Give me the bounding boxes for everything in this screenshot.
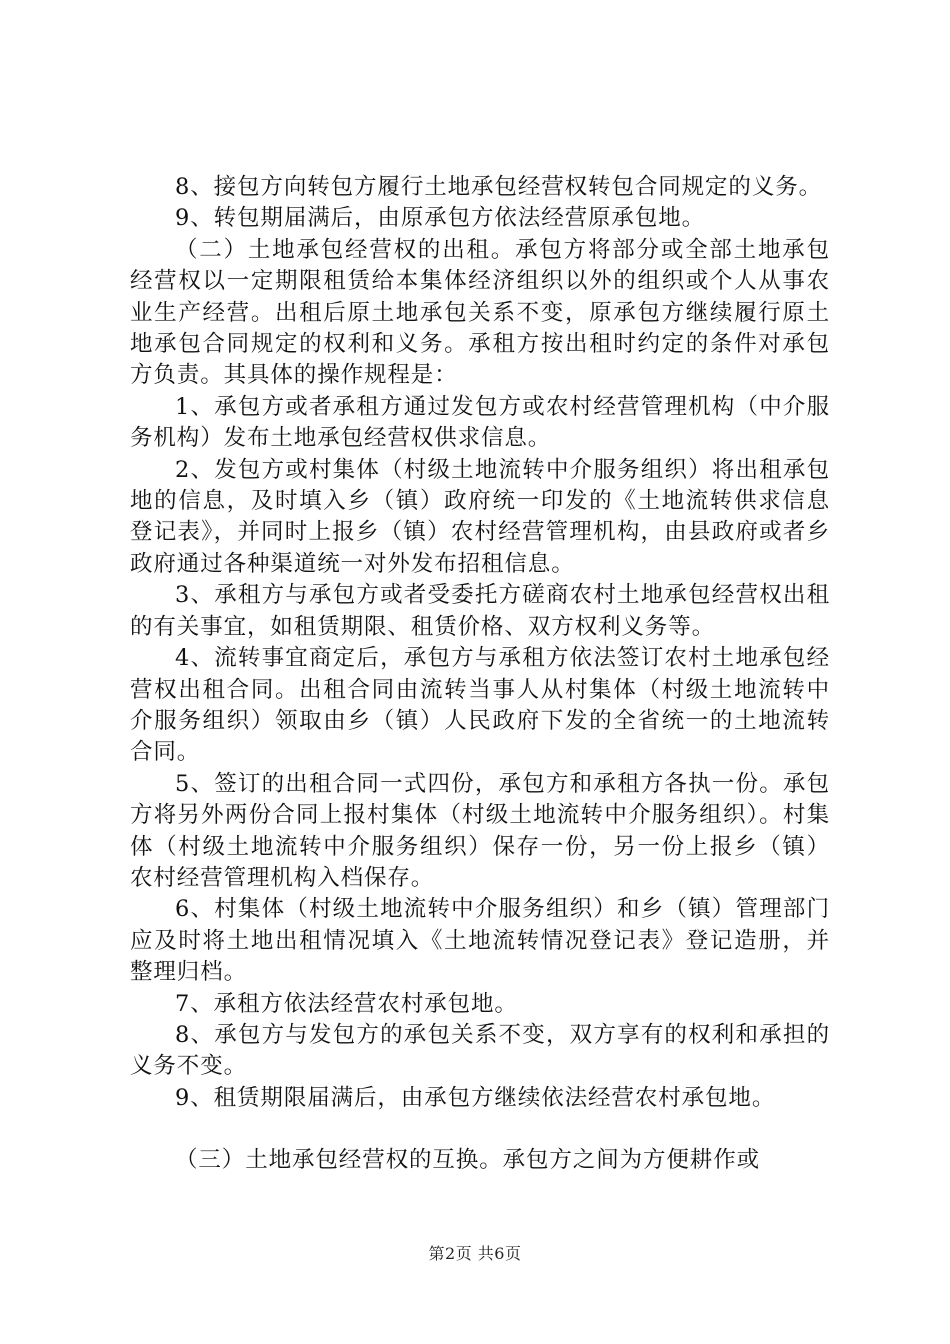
- paragraph-lease-step-4: 4、流转事宜商定后，承包方与承租方依法签订农村土地承包经营权出租合同。出租合同由流转当事人从村集体（村级土地流转中介服务组织）领取由乡（镇）人民政府下发的全省统一的土地流转合同。: [130, 645, 830, 766]
- paragraph-section-2-leasing: （二）土地承包经营权的出租。承包方将部分或全部土地承包经营权以一定期限租赁给本集体经济组织以外的组织或个人从事农业生产经营。出租后原土地承包关系不变，原承包方继续履行原土地承包合同规定的权利和义务。承租方按出租时约定的条件对承包方负责。其具体的操作规程是：: [130, 236, 830, 389]
- paragraph-lease-step-5: 5、签订的出租合同一式四份，承包方和承租方各执一份。承包方将另外两份合同上报村集体（村级土地流转中介服务组织）。村集体（村级土地流转中介服务组织）保存一份，另一份上报乡（镇）农村经营管理机构入档保存。: [130, 770, 830, 891]
- document-body: [130, 172, 830, 1177]
- paragraph-lease-step-1: 1、承包方或者承租方通过发包方或农村经营管理机构（中介服务机构）发布土地承包经营权供求信息。: [130, 393, 830, 452]
- paragraph-section-3-exchange: （三）土地承包经营权的互换。承包方之间为方便耕作或: [175, 1147, 761, 1174]
- page-number-footer: 第2页 共6页: [428, 1244, 522, 1263]
- paragraph-item-8-sublease-obligation: 8、接包方向转包方履行土地承包经营权转包合同规定的义务。: [175, 174, 823, 200]
- paragraph-lease-step-3: 3、承租方与承包方或者受委托方磋商农村土地承包经营权出租的有关事宜，如租赁期限、租赁价格、双方权利义务等。: [130, 582, 830, 640]
- paragraph-item-9-sublease-expiry: 9、转包期届满后，由原承包方依法经营原承包地。: [175, 205, 706, 232]
- paragraph-lease-step-2: 2、发包方或村集体（村级土地流转中介服务组织）将出租承包地的信息，及时填入乡（镇）政府统一印发的《土地流转供求信息登记表》，并同时上报乡（镇）农村经营管理机构，由县政府或者乡政府通过各种渠道统一对外发布招租信息。: [130, 456, 830, 577]
- paragraph-lease-step-6: 6、村集体（村级土地流转中介服务组织）和乡（镇）管理部门应及时将土地出租情况填入《土地流转情况登记表》登记造册，并整理归档。: [130, 896, 830, 986]
- paragraph-lease-step-8: 8、承包方与发包方的承包关系不变，双方享有的权利和承担的义务不变。: [130, 1021, 830, 1080]
- paragraph-lease-step-7: 7、承租方依法经营农村承包地。: [175, 990, 518, 1017]
- paragraph-lease-step-9: 9、租赁期限届满后，由承包方继续依法经营农村承包地。: [175, 1084, 776, 1111]
